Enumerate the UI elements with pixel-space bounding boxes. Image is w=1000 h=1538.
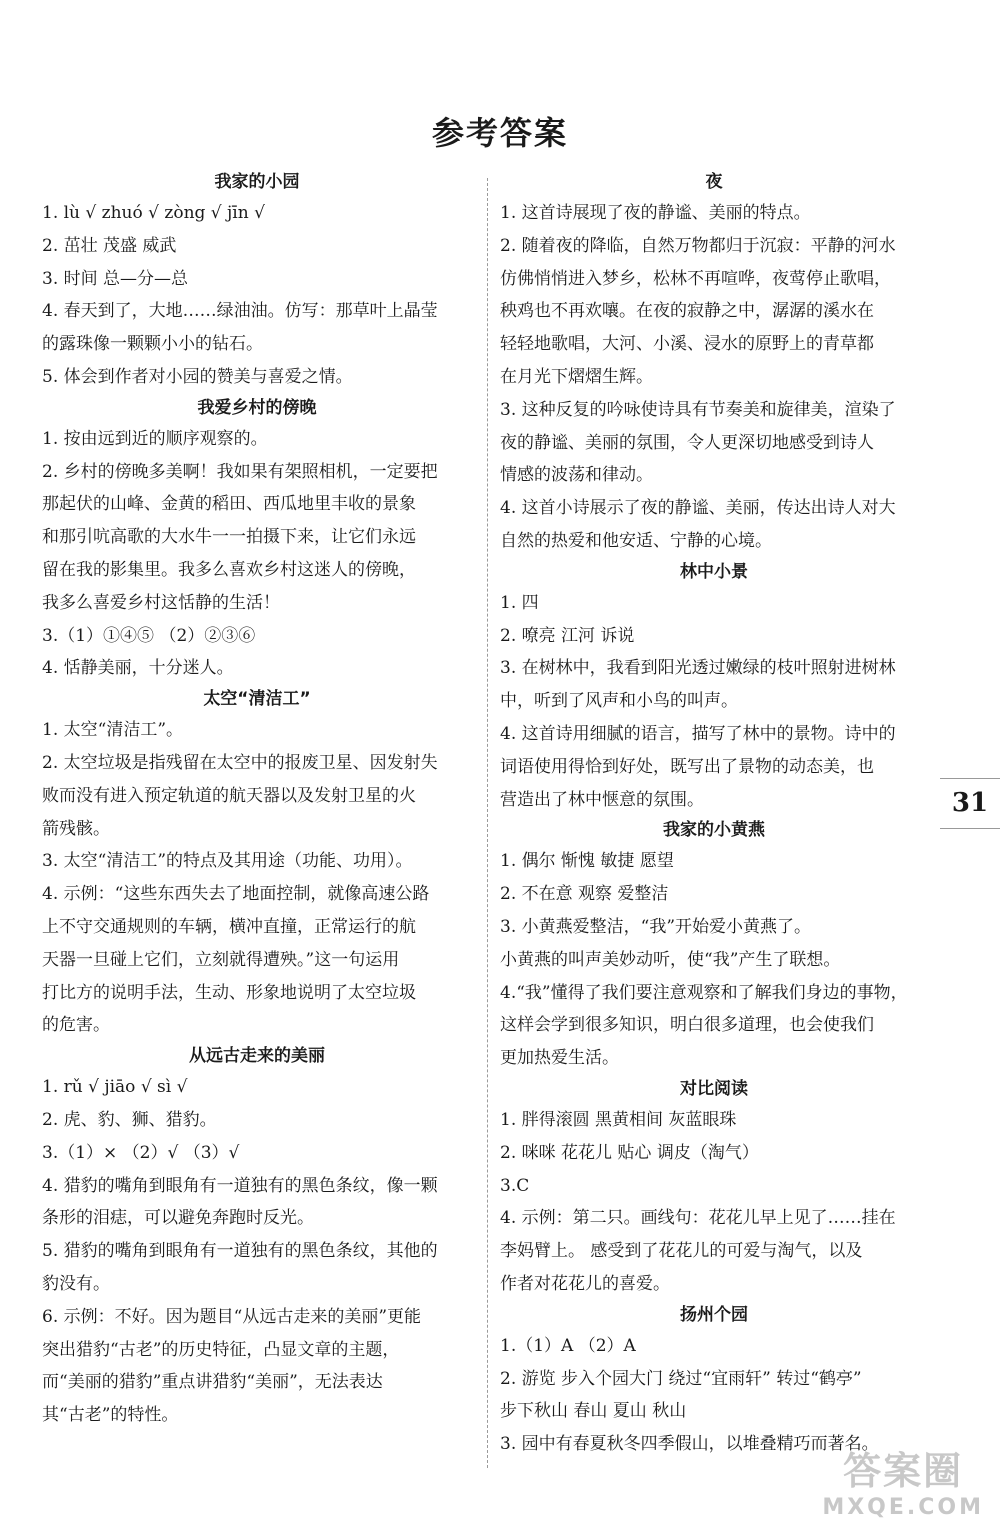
page-number-rule-top	[940, 778, 1000, 779]
answer-line: 4. 这首小诗展示了夜的静谧、美丽，传达出诗人对大	[500, 498, 896, 519]
watermark-sub: MXQE.COM	[822, 1495, 984, 1520]
section-title: 太空“清洁工”	[203, 689, 311, 710]
section-title: 林中小景	[680, 561, 748, 582]
answer-line: 中，听到了风声和小鸟的叫声。	[500, 691, 738, 712]
answer-line: 2. 乡村的傍晚多美啊！我如果有架照相机，一定要把	[42, 461, 438, 482]
answer-line: 1. 按由远到近的顺序观察的。	[42, 428, 268, 449]
answer-line: 轻轻地歌唱，大河、小溪、浸水的原野上的青草都	[500, 334, 874, 355]
answer-line: 1. 胖得滚圆 黑黄相间 灰蓝眼珠	[500, 1109, 737, 1130]
answer-line: 夜的静谧、美丽的氛围，令人更深切地感受到诗人	[500, 432, 874, 453]
answer-line: 这样会学到很多知识，明白很多道理，也会使我们	[500, 1015, 874, 1036]
section-title: 我爱乡村的傍晚	[197, 397, 317, 418]
answer-line: 3. 太空“清洁工”的特点及其用途（功能、功用）。	[42, 851, 413, 872]
answer-line: 李妈臂上。 感受到了花花儿的可爱与淘气，以及	[500, 1241, 863, 1262]
answer-line: 2. 不在意 观察 爱整洁	[500, 884, 669, 905]
answer-line: 箭残骸。	[42, 818, 110, 839]
page-title: 参考答案	[431, 114, 568, 152]
answer-line: 5. 体会到作者对小园的赞美与喜爱之情。	[42, 366, 353, 387]
answer-line: 步下秋山 春山 夏山 秋山	[500, 1401, 687, 1422]
answer-line: 其“古老”的特性。	[42, 1405, 179, 1426]
answer-line: 天器一旦碰上它们，立刻就得遭殃。”这一句运用	[42, 949, 400, 970]
answer-line: 的危害。	[42, 1015, 110, 1036]
answer-line: 作者对花花儿的喜爱。	[500, 1273, 670, 1294]
answer-line: 豹没有。	[42, 1273, 110, 1294]
section-title: 从远古走来的美丽	[189, 1046, 325, 1067]
answer-line: 3. 时间 总—分—总	[42, 268, 189, 289]
answer-line: 那起伏的山峰、金黄的稻田、西瓜地里丰收的景象	[42, 494, 416, 515]
answer-line: 4. 这首诗用细腻的语言，描写了林中的景物。诗中的	[500, 723, 896, 744]
answer-line: 突出猎豹“古老”的历史特征，凸显文章的主题，	[42, 1339, 400, 1360]
section-title: 我家的小黄燕	[663, 820, 765, 841]
answer-line: 自然的热爱和他安适、宁静的心境。	[500, 530, 772, 551]
right-column	[500, 168, 928, 1461]
answer-line: 6. 示例：不好。因为题目“从远古走来的美丽”更能	[42, 1306, 422, 1327]
answer-line: 1. 偶尔 惭愧 敏捷 愿望	[500, 851, 674, 872]
answer-line: 4. 春天到了，大地……绿油油。仿写：那草叶上晶莹	[42, 301, 438, 322]
answer-line: 2. 游览 步入个园大门 绕过“宜雨轩” 转过“鹤亭”	[500, 1368, 862, 1389]
answer-line: 4. 示例：第二只。画线句：花花儿早上见了……挂在	[500, 1208, 896, 1229]
answer-line: 1.（1）A （2）A	[500, 1335, 636, 1356]
answer-line: 2. 太空垃圾是指残留在太空中的报废卫星、因发射失	[42, 752, 438, 773]
answer-line: 秧鸡也不再欢嚷。在夜的寂静之中，潺潺的溪水在	[500, 301, 874, 322]
answer-line: 4. 示例：“这些东西失去了地面控制，就像高速公路	[42, 884, 430, 905]
answer-line: 在月光下熠熠生辉。	[500, 366, 653, 387]
answer-line: 2. 随着夜的降临，自然万物都归于沉寂：平静的河水	[500, 235, 896, 256]
answer-line: 更加热爱生活。	[500, 1048, 619, 1069]
answer-line: 4. 猎豹的嘴角到眼角有一道独有的黑色条纹，像一颗	[42, 1175, 438, 1196]
answer-line: 上不守交通规则的车辆，横冲直撞，正常运行的航	[42, 916, 416, 937]
column-divider	[487, 178, 488, 1468]
answer-line: 3. 这种反复的吟咏使诗具有节奏美和旋律美，渲染了	[500, 399, 896, 420]
answer-line: 和那引吭高歌的大水牛一一拍摄下来，让它们永远	[42, 527, 416, 548]
answer-line: 2. 虎、豹、狮、猎豹。	[42, 1109, 217, 1130]
answer-line: 3.C	[500, 1175, 530, 1196]
section-title: 夜	[705, 172, 723, 192]
watermark-main: 答案圈	[843, 1449, 964, 1493]
answer-line: 4. 恬静美丽，十分迷人。	[42, 658, 234, 679]
answer-line: 我多么喜爱乡村这恬静的生活！	[42, 592, 280, 613]
answer-line: 小黄燕的叫声美妙动听，使“我”产生了联想。	[500, 949, 841, 970]
answer-line: 1. lù √ zhuó √ zòng √ jīn √	[42, 203, 265, 223]
answer-line: 打比方的说明手法，生动、形象地说明了太空垃圾	[42, 982, 416, 1003]
section-title: 扬州个园	[680, 1304, 748, 1325]
answer-line: 3.（1）①④⑤ （2）②③⑥	[42, 625, 256, 646]
answer-line: 情感的波荡和律动。	[500, 465, 653, 486]
answer-line: 4.“我”懂得了我们要注意观察和了解我们身边的事物，	[500, 982, 908, 1003]
answer-line: 1. 这首诗展现了夜的静谧、美丽的特点。	[500, 203, 811, 223]
answer-line: 营造出了林中惬意的氛围。	[500, 789, 704, 810]
left-column	[42, 168, 472, 1432]
section-title: 对比阅读	[680, 1078, 748, 1099]
watermark-logo	[822, 1440, 984, 1520]
answer-line: 词语使用得恰到好处，既写出了景物的动态美，也	[500, 756, 874, 777]
section-title: 我家的小园	[214, 172, 300, 192]
answer-line: 3. 在树林中，我看到阳光透过嫩绿的枝叶照射进树林	[500, 658, 896, 679]
page-number: 31	[951, 788, 989, 818]
answer-line: 5. 猎豹的嘴角到眼角有一道独有的黑色条纹，其他的	[42, 1241, 438, 1262]
answer-line: 留在我的影集里。我多么喜欢乡村这迷人的傍晚，	[42, 559, 416, 580]
answer-line: 1. rǔ √ jiāo √ sì √	[42, 1077, 188, 1098]
answer-line: 3. 小黄燕爱整洁，“我”开始爱小黄燕了。	[500, 916, 812, 937]
answer-line: 1. 太空“清洁工”。	[42, 720, 184, 741]
answer-line: 的露珠像一颗颗小小的钻石。	[42, 334, 263, 355]
answer-line: 仿佛悄悄进入梦乡，松林不再喧哗，夜莺停止歌唱，	[500, 268, 891, 289]
answer-line: 2. 茁壮 茂盛 威武	[42, 235, 177, 256]
answer-line: 2. 咪咪 花花儿 贴心 调皮（淘气）	[500, 1142, 759, 1163]
answer-line: 而“美丽的猎豹”重点讲猎豹“美丽”，无法表达	[42, 1372, 383, 1393]
answer-line: 3.（1）× （2）√ （3）√	[42, 1142, 240, 1163]
answer-line: 败而没有进入预定轨道的航天器以及发射卫星的火	[42, 785, 416, 806]
answer-line: 条形的泪痣，可以避免奔跑时反光。	[42, 1208, 314, 1229]
answer-line: 2. 嘹亮 江河 诉说	[500, 625, 635, 646]
answer-line: 3. 园中有春夏秋冬四季假山，以堆叠精巧而著名。	[500, 1434, 879, 1455]
page-number-rule-bottom	[940, 828, 1000, 829]
answer-line: 1. 四	[500, 592, 539, 613]
